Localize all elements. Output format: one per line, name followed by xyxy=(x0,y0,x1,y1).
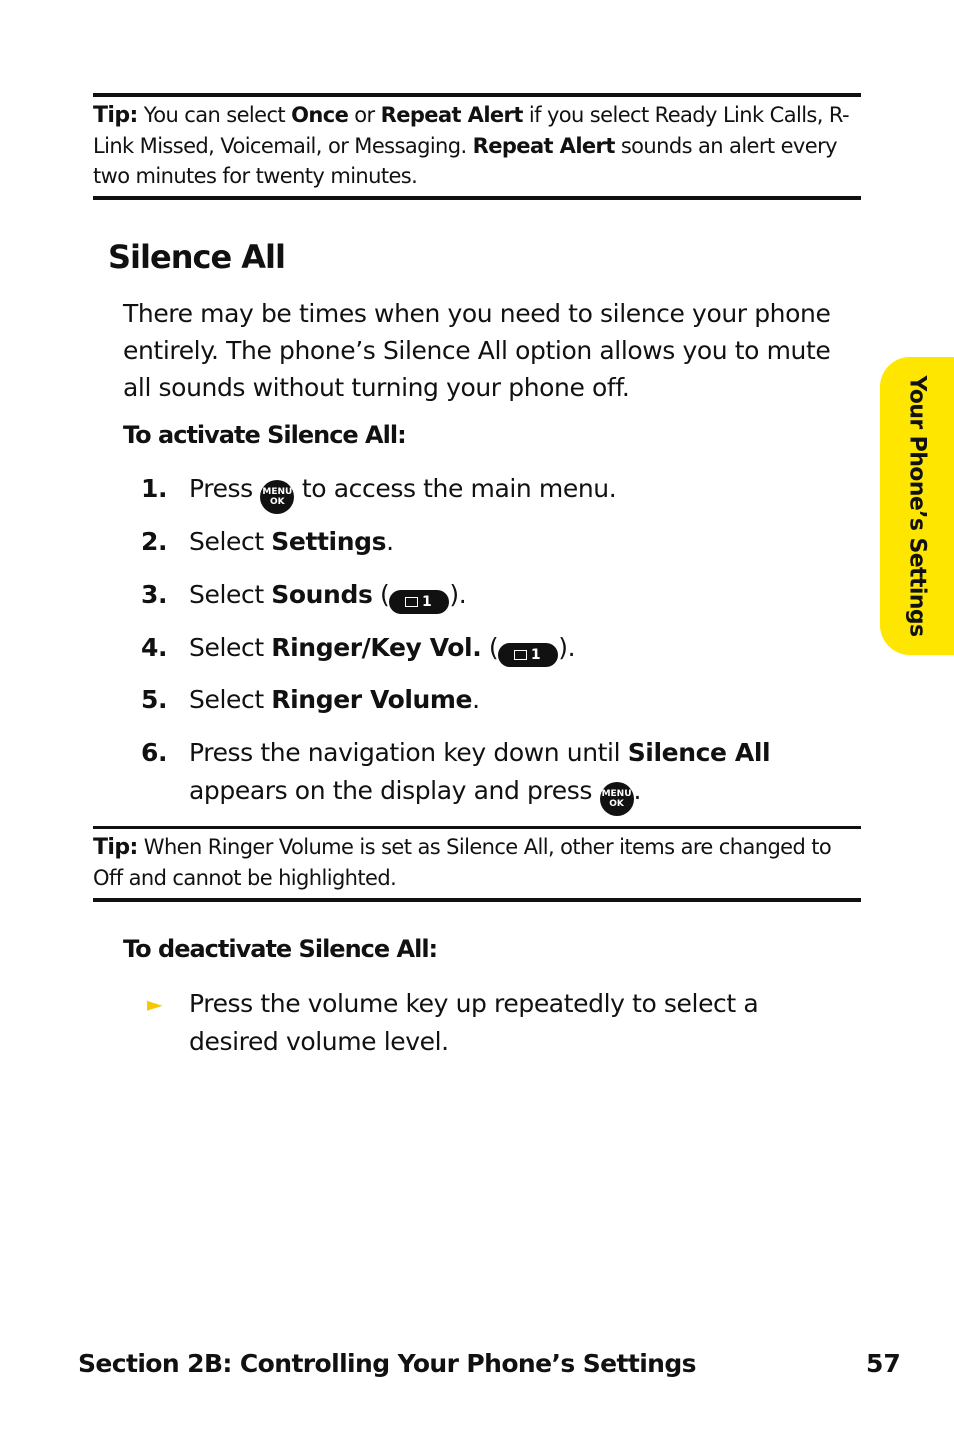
tip-text-part: When Ringer Volume is set as Silence All, other items are changed to Off and cannot be highlighted. xyxy=(93,835,832,890)
step-text xyxy=(189,681,849,719)
step-bold: Ringer Volume xyxy=(271,685,473,714)
tip-repeat-alert: Repeat Alert xyxy=(380,103,523,127)
step-number: 1. xyxy=(141,474,168,503)
step-pre: Select xyxy=(189,527,272,556)
step-text xyxy=(189,470,849,514)
key-ok-text: OK xyxy=(609,799,624,809)
footer-section-title: Section 2B: Controlling Your Phone’s Settings xyxy=(78,1349,696,1378)
step-post: . xyxy=(472,685,480,714)
step-number: 4. xyxy=(141,633,168,662)
one-key-envelope-icon xyxy=(389,590,449,614)
tip-text-part: or xyxy=(348,103,381,127)
step-close: ). xyxy=(449,580,467,609)
step-open: ( xyxy=(481,633,499,662)
page-number: 57 xyxy=(866,1349,901,1378)
step-pre: Select xyxy=(189,685,272,714)
tip-box-silence-all xyxy=(93,826,861,902)
tip-once: Once xyxy=(291,103,349,127)
step-post: to access the main menu. xyxy=(301,474,617,503)
step-bold: Ringer/Key Vol. xyxy=(271,633,482,662)
tip-text-part: sounds an alert every two minutes for twenty minutes. xyxy=(93,134,837,188)
step-number: 5. xyxy=(141,685,168,714)
step-bold: Settings xyxy=(271,527,387,556)
step-post: appears on the display and press xyxy=(189,776,592,805)
step-number: 6. xyxy=(141,738,168,767)
tip-text-part: if you select Ready Link Calls, R-Link Missed, Voicemail, or Messaging. xyxy=(93,103,850,158)
step-pre: Select xyxy=(189,633,272,662)
envelope-icon xyxy=(514,650,527,660)
step-text xyxy=(189,734,849,816)
menu-ok-key-icon xyxy=(600,782,634,816)
triangle-bullet-icon: ► xyxy=(147,992,162,1016)
key-menu-text: MENU xyxy=(262,487,293,497)
tip-bottom-rule xyxy=(93,898,861,902)
step-pre: Select xyxy=(189,580,272,609)
tip-label: Tip: xyxy=(93,103,138,128)
intro-paragraph: There may be times when you need to silence your phone entirely. The phone’s Silence All option allows you to mute all sounds without turning your phone off. xyxy=(123,299,831,402)
tip-text xyxy=(93,97,861,196)
envelope-icon xyxy=(405,597,418,607)
tip-box-repeat-alert xyxy=(93,93,861,200)
key-menu-text: MENU xyxy=(601,789,632,799)
side-tab-label: Your Phone’s Settings xyxy=(904,375,930,637)
step-text xyxy=(189,576,849,614)
activate-heading: To activate Silence All: xyxy=(123,421,406,449)
side-section-tab xyxy=(880,357,954,655)
section-title: Silence All xyxy=(108,238,285,276)
step-end: . xyxy=(633,776,642,805)
step-bold: Silence All xyxy=(627,738,771,767)
menu-ok-key-icon xyxy=(260,480,294,514)
tip-repeat-alert: Repeat Alert xyxy=(472,134,615,158)
tip-text xyxy=(93,829,861,898)
deactivate-text: Press the volume key up repeatedly to select a desired volume level. xyxy=(189,989,759,1056)
key-one-text: 1 xyxy=(530,647,543,663)
step-pre: Press xyxy=(189,474,253,503)
tip-text-part: You can select xyxy=(143,103,292,127)
step-open: ( xyxy=(372,580,390,609)
step-close: ). xyxy=(558,633,576,662)
tip-label: Tip: xyxy=(93,835,138,860)
key-one-text: 1 xyxy=(421,594,434,610)
step-text xyxy=(189,523,849,561)
step-post: . xyxy=(386,527,394,556)
deactivate-heading: To deactivate Silence All: xyxy=(123,935,438,963)
key-ok-text: OK xyxy=(270,497,285,507)
one-key-envelope-icon xyxy=(498,643,558,667)
step-bold: Sounds xyxy=(271,580,373,609)
tip-bottom-rule xyxy=(93,196,861,200)
step-pre: Press the navigation key down until xyxy=(189,738,628,767)
step-text xyxy=(189,629,849,667)
step-number: 3. xyxy=(141,580,168,609)
step-number: 2. xyxy=(141,527,168,556)
